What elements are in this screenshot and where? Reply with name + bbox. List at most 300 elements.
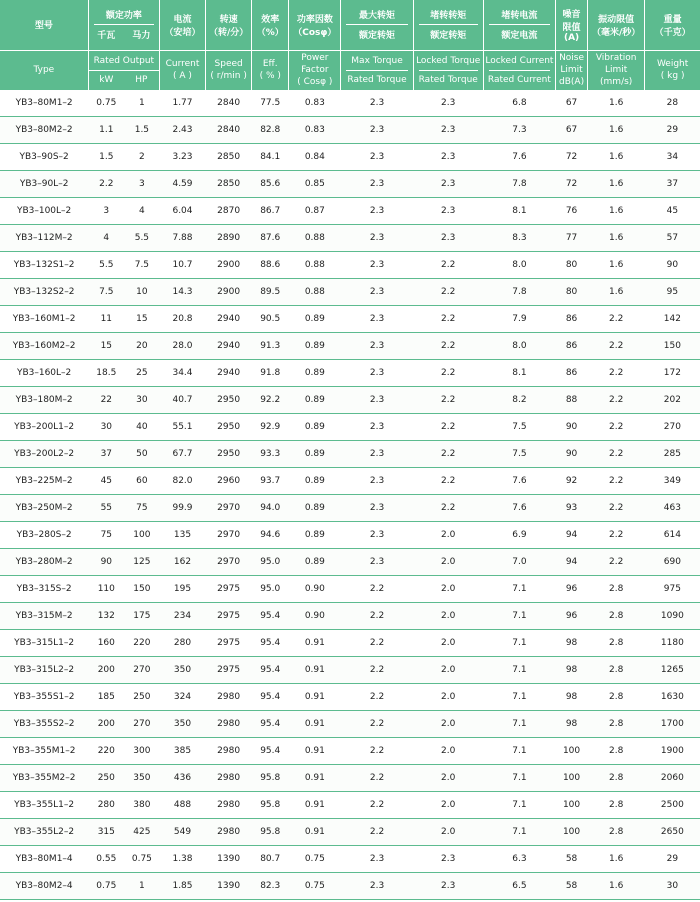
cell-vibration: 1.6: [588, 90, 645, 117]
cell-locked-current: 7.5: [483, 414, 555, 441]
cell-max-torque: 2.2: [341, 711, 413, 738]
cell-noise: 98: [556, 711, 588, 738]
cell-locked-torque: 2.3: [413, 198, 483, 225]
table-row: [0, 198, 700, 225]
cell-speed: 2970: [206, 495, 252, 522]
cell-vibration: 1.6: [588, 117, 645, 144]
table-row: [0, 279, 700, 306]
cell-efficiency: 80.7: [252, 846, 289, 873]
cell-locked-torque: 2.2: [413, 495, 483, 522]
table-row: [0, 684, 700, 711]
cell-speed: 2840: [206, 90, 252, 117]
cell-power-factor: 0.91: [289, 792, 341, 819]
cell-vibration: 1.6: [588, 171, 645, 198]
cell-efficiency: 93.3: [252, 441, 289, 468]
cell-type: YB3–132S2–2: [0, 279, 88, 306]
cell-locked-current: 7.1: [483, 684, 555, 711]
cell-type: YB3–80M1–2: [0, 90, 88, 117]
cell-speed: 2960: [206, 468, 252, 495]
table-body: [0, 90, 700, 900]
cell-vibration: 2.2: [588, 549, 645, 576]
cell-hp: 150: [124, 576, 159, 603]
header-speed-en: Speed ( r/min ): [206, 50, 252, 90]
cell-locked-torque: 2.0: [413, 684, 483, 711]
cell-type: YB3–180M–2: [0, 387, 88, 414]
cell-speed: 2940: [206, 333, 252, 360]
cell-vibration: 1.6: [588, 846, 645, 873]
cell-kw: 4: [88, 225, 124, 252]
cell-vibration: 2.2: [588, 387, 645, 414]
cell-weight: 29: [645, 846, 700, 873]
header-weight-en: Weight ( kg ): [645, 50, 700, 90]
cell-vibration: 2.8: [588, 765, 645, 792]
table-row: [0, 360, 700, 387]
cell-efficiency: 92.9: [252, 414, 289, 441]
cell-weight: 690: [645, 549, 700, 576]
header-locked-current-en: Locked Current Rated Current: [483, 50, 555, 90]
cell-current: 6.04: [159, 198, 205, 225]
table-row: [0, 441, 700, 468]
cell-weight: 1900: [645, 738, 700, 765]
cell-kw: 18.5: [88, 360, 124, 387]
cell-power-factor: 0.91: [289, 765, 341, 792]
header-type-zh: 型号: [0, 0, 88, 50]
table-row: [0, 495, 700, 522]
cell-hp: 15: [124, 306, 159, 333]
cell-locked-torque: 2.3: [413, 846, 483, 873]
cell-weight: 1090: [645, 603, 700, 630]
cell-kw: 37: [88, 441, 124, 468]
cell-locked-torque: 2.3: [413, 144, 483, 171]
table-row: [0, 819, 700, 846]
cell-kw: 132: [88, 603, 124, 630]
table-row: [0, 333, 700, 360]
cell-type: YB3–160M1–2: [0, 306, 88, 333]
table-header: [0, 0, 700, 90]
table-row: [0, 252, 700, 279]
cell-hp: 100: [124, 522, 159, 549]
cell-weight: 285: [645, 441, 700, 468]
cell-current: 280: [159, 630, 205, 657]
cell-hp: 220: [124, 630, 159, 657]
cell-max-torque: 2.3: [341, 495, 413, 522]
cell-locked-torque: 2.3: [413, 171, 483, 198]
cell-type: YB3–225M–2: [0, 468, 88, 495]
cell-hp: 270: [124, 657, 159, 684]
table-row: [0, 657, 700, 684]
header-output-zh: [88, 0, 159, 50]
cell-vibration: 2.8: [588, 792, 645, 819]
cell-type: YB3–90L–2: [0, 171, 88, 198]
cell-speed: 2980: [206, 684, 252, 711]
cell-type: YB3–90S–2: [0, 144, 88, 171]
cell-type: YB3–355S1–2: [0, 684, 88, 711]
cell-max-torque: 2.3: [341, 441, 413, 468]
cell-max-torque: 2.2: [341, 738, 413, 765]
cell-locked-current: 7.1: [483, 792, 555, 819]
cell-noise: 98: [556, 684, 588, 711]
cell-vibration: 2.8: [588, 630, 645, 657]
cell-speed: 2975: [206, 576, 252, 603]
cell-locked-current: 7.1: [483, 576, 555, 603]
cell-power-factor: 0.90: [289, 576, 341, 603]
cell-locked-torque: 2.0: [413, 765, 483, 792]
cell-hp: 5.5: [124, 225, 159, 252]
cell-type: YB3–160L–2: [0, 360, 88, 387]
cell-locked-torque: 2.2: [413, 360, 483, 387]
cell-type: YB3–200L2–2: [0, 441, 88, 468]
table-row: [0, 846, 700, 873]
cell-efficiency: 77.5: [252, 90, 289, 117]
cell-noise: 76: [556, 198, 588, 225]
cell-locked-torque: 2.0: [413, 711, 483, 738]
cell-max-torque: 2.2: [341, 765, 413, 792]
cell-locked-current: 7.1: [483, 765, 555, 792]
cell-kw: 315: [88, 819, 124, 846]
cell-vibration: 1.6: [588, 144, 645, 171]
cell-noise: 100: [556, 792, 588, 819]
cell-vibration: 1.6: [588, 225, 645, 252]
cell-power-factor: 0.91: [289, 738, 341, 765]
cell-hp: 1: [124, 873, 159, 900]
cell-current: 1.85: [159, 873, 205, 900]
cell-hp: 75: [124, 495, 159, 522]
cell-kw: 0.75: [88, 90, 124, 117]
cell-current: 7.88: [159, 225, 205, 252]
cell-hp: 175: [124, 603, 159, 630]
cell-current: 67.7: [159, 441, 205, 468]
cell-max-torque: 2.3: [341, 306, 413, 333]
cell-max-torque: 2.2: [341, 657, 413, 684]
cell-locked-torque: 2.2: [413, 333, 483, 360]
cell-noise: 93: [556, 495, 588, 522]
cell-type: YB3–112M–2: [0, 225, 88, 252]
cell-vibration: 2.8: [588, 684, 645, 711]
cell-vibration: 2.2: [588, 495, 645, 522]
table-row: [0, 387, 700, 414]
header-pf-en: Power Factor ( Cosφ ): [289, 50, 341, 90]
cell-weight: 150: [645, 333, 700, 360]
table-row: [0, 144, 700, 171]
cell-noise: 86: [556, 360, 588, 387]
cell-current: 195: [159, 576, 205, 603]
cell-vibration: 1.6: [588, 279, 645, 306]
cell-type: YB3–355M1–2: [0, 738, 88, 765]
cell-locked-torque: 2.0: [413, 630, 483, 657]
cell-locked-torque: 2.2: [413, 468, 483, 495]
cell-type: YB3–100L–2: [0, 198, 88, 225]
cell-weight: 1180: [645, 630, 700, 657]
cell-locked-torque: 2.0: [413, 657, 483, 684]
cell-locked-current: 7.6: [483, 144, 555, 171]
cell-vibration: 2.2: [588, 333, 645, 360]
cell-current: 350: [159, 657, 205, 684]
cell-speed: 2975: [206, 603, 252, 630]
cell-power-factor: 0.91: [289, 711, 341, 738]
cell-power-factor: 0.91: [289, 684, 341, 711]
cell-speed: 2980: [206, 711, 252, 738]
cell-power-factor: 0.88: [289, 252, 341, 279]
cell-efficiency: 95.4: [252, 630, 289, 657]
cell-max-torque: 2.3: [341, 522, 413, 549]
cell-speed: 2970: [206, 549, 252, 576]
cell-current: 385: [159, 738, 205, 765]
cell-vibration: 1.6: [588, 198, 645, 225]
cell-weight: 975: [645, 576, 700, 603]
cell-locked-torque: 2.0: [413, 603, 483, 630]
cell-max-torque: 2.2: [341, 819, 413, 846]
cell-speed: 2850: [206, 171, 252, 198]
cell-weight: 90: [645, 252, 700, 279]
cell-kw: 220: [88, 738, 124, 765]
cell-max-torque: 2.3: [341, 171, 413, 198]
cell-power-factor: 0.89: [289, 468, 341, 495]
cell-power-factor: 0.85: [289, 171, 341, 198]
cell-current: 40.7: [159, 387, 205, 414]
cell-noise: 92: [556, 468, 588, 495]
cell-vibration: 1.6: [588, 252, 645, 279]
cell-vibration: 2.2: [588, 414, 645, 441]
cell-power-factor: 0.88: [289, 225, 341, 252]
cell-hp: 1: [124, 90, 159, 117]
cell-hp: 30: [124, 387, 159, 414]
cell-weight: 202: [645, 387, 700, 414]
cell-weight: 463: [645, 495, 700, 522]
cell-current: 4.59: [159, 171, 205, 198]
cell-noise: 86: [556, 306, 588, 333]
cell-vibration: 2.8: [588, 576, 645, 603]
cell-speed: 2940: [206, 306, 252, 333]
cell-noise: 94: [556, 549, 588, 576]
cell-weight: 614: [645, 522, 700, 549]
cell-locked-torque: 2.3: [413, 117, 483, 144]
table-row: [0, 630, 700, 657]
header-kw-zh: 千瓦: [97, 31, 116, 42]
cell-current: 20.8: [159, 306, 205, 333]
cell-speed: 2980: [206, 738, 252, 765]
header-locked-torque-zh: 堵转转矩 额定转矩: [413, 0, 483, 50]
header-vibration-en: Vibration Limit (mm/s): [588, 50, 645, 90]
cell-speed: 2980: [206, 765, 252, 792]
cell-hp: 2: [124, 144, 159, 171]
cell-efficiency: 94.0: [252, 495, 289, 522]
table-row: [0, 117, 700, 144]
cell-efficiency: 95.4: [252, 657, 289, 684]
header-output-zh-label: 额定功率: [105, 11, 142, 22]
cell-max-torque: 2.2: [341, 792, 413, 819]
cell-speed: 2980: [206, 792, 252, 819]
cell-noise: 80: [556, 279, 588, 306]
cell-kw: 90: [88, 549, 124, 576]
cell-vibration: 2.8: [588, 603, 645, 630]
cell-weight: 45: [645, 198, 700, 225]
cell-noise: 72: [556, 144, 588, 171]
cell-efficiency: 87.6: [252, 225, 289, 252]
cell-locked-current: 8.0: [483, 252, 555, 279]
cell-current: 28.0: [159, 333, 205, 360]
cell-vibration: 2.2: [588, 441, 645, 468]
cell-hp: 4: [124, 198, 159, 225]
cell-power-factor: 0.89: [289, 387, 341, 414]
header-hp-zh: 马力: [132, 31, 151, 42]
cell-weight: 2500: [645, 792, 700, 819]
cell-kw: 200: [88, 657, 124, 684]
cell-efficiency: 95.8: [252, 792, 289, 819]
cell-kw: 55: [88, 495, 124, 522]
cell-power-factor: 0.89: [289, 360, 341, 387]
cell-current: 350: [159, 711, 205, 738]
cell-current: 234: [159, 603, 205, 630]
cell-type: YB3–132S1–2: [0, 252, 88, 279]
header-vibration-zh: 振动限值 （毫米/秒）: [588, 0, 645, 50]
cell-power-factor: 0.89: [289, 549, 341, 576]
cell-noise: 90: [556, 414, 588, 441]
cell-max-torque: 2.3: [341, 846, 413, 873]
cell-hp: 25: [124, 360, 159, 387]
cell-locked-torque: 2.0: [413, 549, 483, 576]
cell-locked-torque: 2.0: [413, 792, 483, 819]
cell-power-factor: 0.89: [289, 333, 341, 360]
cell-locked-torque: 2.3: [413, 873, 483, 900]
cell-efficiency: 95.8: [252, 819, 289, 846]
cell-max-torque: 2.3: [341, 198, 413, 225]
cell-hp: 270: [124, 711, 159, 738]
header-kw-en: kW: [99, 74, 114, 85]
cell-hp: 10: [124, 279, 159, 306]
cell-weight: 95: [645, 279, 700, 306]
cell-locked-torque: 2.2: [413, 306, 483, 333]
cell-locked-current: 6.8: [483, 90, 555, 117]
cell-max-torque: 2.2: [341, 630, 413, 657]
table-row: [0, 711, 700, 738]
cell-speed: 1390: [206, 873, 252, 900]
cell-locked-torque: 2.2: [413, 252, 483, 279]
cell-vibration: 1.6: [588, 873, 645, 900]
cell-vibration: 2.2: [588, 306, 645, 333]
header-noise-zh: 噪音 限值 (A): [556, 0, 588, 50]
table-row: [0, 522, 700, 549]
cell-weight: 172: [645, 360, 700, 387]
header-output-en: [88, 50, 159, 90]
cell-type: YB3–80M1–4: [0, 846, 88, 873]
cell-locked-current: 7.5: [483, 441, 555, 468]
cell-power-factor: 0.89: [289, 522, 341, 549]
cell-kw: 0.55: [88, 846, 124, 873]
cell-noise: 58: [556, 846, 588, 873]
cell-kw: 200: [88, 711, 124, 738]
cell-kw: 185: [88, 684, 124, 711]
cell-efficiency: 95.4: [252, 711, 289, 738]
cell-type: YB3–355M2–2: [0, 765, 88, 792]
cell-noise: 98: [556, 630, 588, 657]
cell-kw: 2.2: [88, 171, 124, 198]
cell-locked-current: 7.1: [483, 738, 555, 765]
cell-noise: 58: [556, 873, 588, 900]
cell-locked-current: 6.5: [483, 873, 555, 900]
cell-locked-current: 6.9: [483, 522, 555, 549]
cell-speed: 2900: [206, 279, 252, 306]
cell-current: 2.43: [159, 117, 205, 144]
cell-kw: 5.5: [88, 252, 124, 279]
cell-kw: 3: [88, 198, 124, 225]
cell-weight: 270: [645, 414, 700, 441]
cell-kw: 0.75: [88, 873, 124, 900]
cell-speed: 2940: [206, 360, 252, 387]
cell-kw: 160: [88, 630, 124, 657]
cell-speed: 2900: [206, 252, 252, 279]
cell-efficiency: 92.2: [252, 387, 289, 414]
cell-noise: 80: [556, 252, 588, 279]
cell-power-factor: 0.83: [289, 90, 341, 117]
table-row: [0, 468, 700, 495]
header-weight-zh: 重量 （千克）: [645, 0, 700, 50]
table-row: [0, 738, 700, 765]
cell-weight: 30: [645, 873, 700, 900]
cell-weight: 37: [645, 171, 700, 198]
cell-locked-current: 6.3: [483, 846, 555, 873]
cell-kw: 75: [88, 522, 124, 549]
cell-efficiency: 95.4: [252, 738, 289, 765]
header-pf-zh: 功率因数 （Cosφ）: [289, 0, 341, 50]
cell-locked-current: 7.1: [483, 657, 555, 684]
cell-locked-current: 7.1: [483, 603, 555, 630]
cell-power-factor: 0.89: [289, 414, 341, 441]
cell-locked-torque: 2.3: [413, 225, 483, 252]
cell-type: YB3–355L2–2: [0, 819, 88, 846]
cell-speed: 2950: [206, 387, 252, 414]
cell-noise: 100: [556, 765, 588, 792]
cell-power-factor: 0.90: [289, 603, 341, 630]
cell-efficiency: 84.1: [252, 144, 289, 171]
cell-efficiency: 82.8: [252, 117, 289, 144]
cell-locked-torque: 2.0: [413, 576, 483, 603]
cell-weight: 29: [645, 117, 700, 144]
cell-weight: 57: [645, 225, 700, 252]
cell-max-torque: 2.3: [341, 144, 413, 171]
cell-weight: 34: [645, 144, 700, 171]
cell-current: 1.77: [159, 90, 205, 117]
cell-max-torque: 2.3: [341, 360, 413, 387]
cell-max-torque: 2.3: [341, 414, 413, 441]
cell-locked-current: 7.1: [483, 819, 555, 846]
cell-type: YB3–250M–2: [0, 495, 88, 522]
cell-hp: 40: [124, 414, 159, 441]
cell-locked-current: 8.0: [483, 333, 555, 360]
cell-max-torque: 2.3: [341, 468, 413, 495]
cell-locked-torque: 2.0: [413, 819, 483, 846]
cell-efficiency: 95.4: [252, 684, 289, 711]
cell-speed: 2970: [206, 522, 252, 549]
cell-kw: 1.5: [88, 144, 124, 171]
cell-noise: 88: [556, 387, 588, 414]
cell-locked-current: 7.9: [483, 306, 555, 333]
cell-noise: 77: [556, 225, 588, 252]
header-locked-torque-en: Locked Torque Rated Torque: [413, 50, 483, 90]
cell-hp: 250: [124, 684, 159, 711]
header-eff-zh: 效率 （%）: [252, 0, 289, 50]
cell-locked-torque: 2.2: [413, 441, 483, 468]
cell-current: 55.1: [159, 414, 205, 441]
cell-kw: 280: [88, 792, 124, 819]
cell-efficiency: 88.6: [252, 252, 289, 279]
cell-locked-torque: 2.0: [413, 738, 483, 765]
cell-kw: 15: [88, 333, 124, 360]
cell-efficiency: 95.4: [252, 603, 289, 630]
cell-locked-current: 7.8: [483, 279, 555, 306]
cell-noise: 94: [556, 522, 588, 549]
cell-hp: 1.5: [124, 117, 159, 144]
cell-type: YB3–355L1–2: [0, 792, 88, 819]
